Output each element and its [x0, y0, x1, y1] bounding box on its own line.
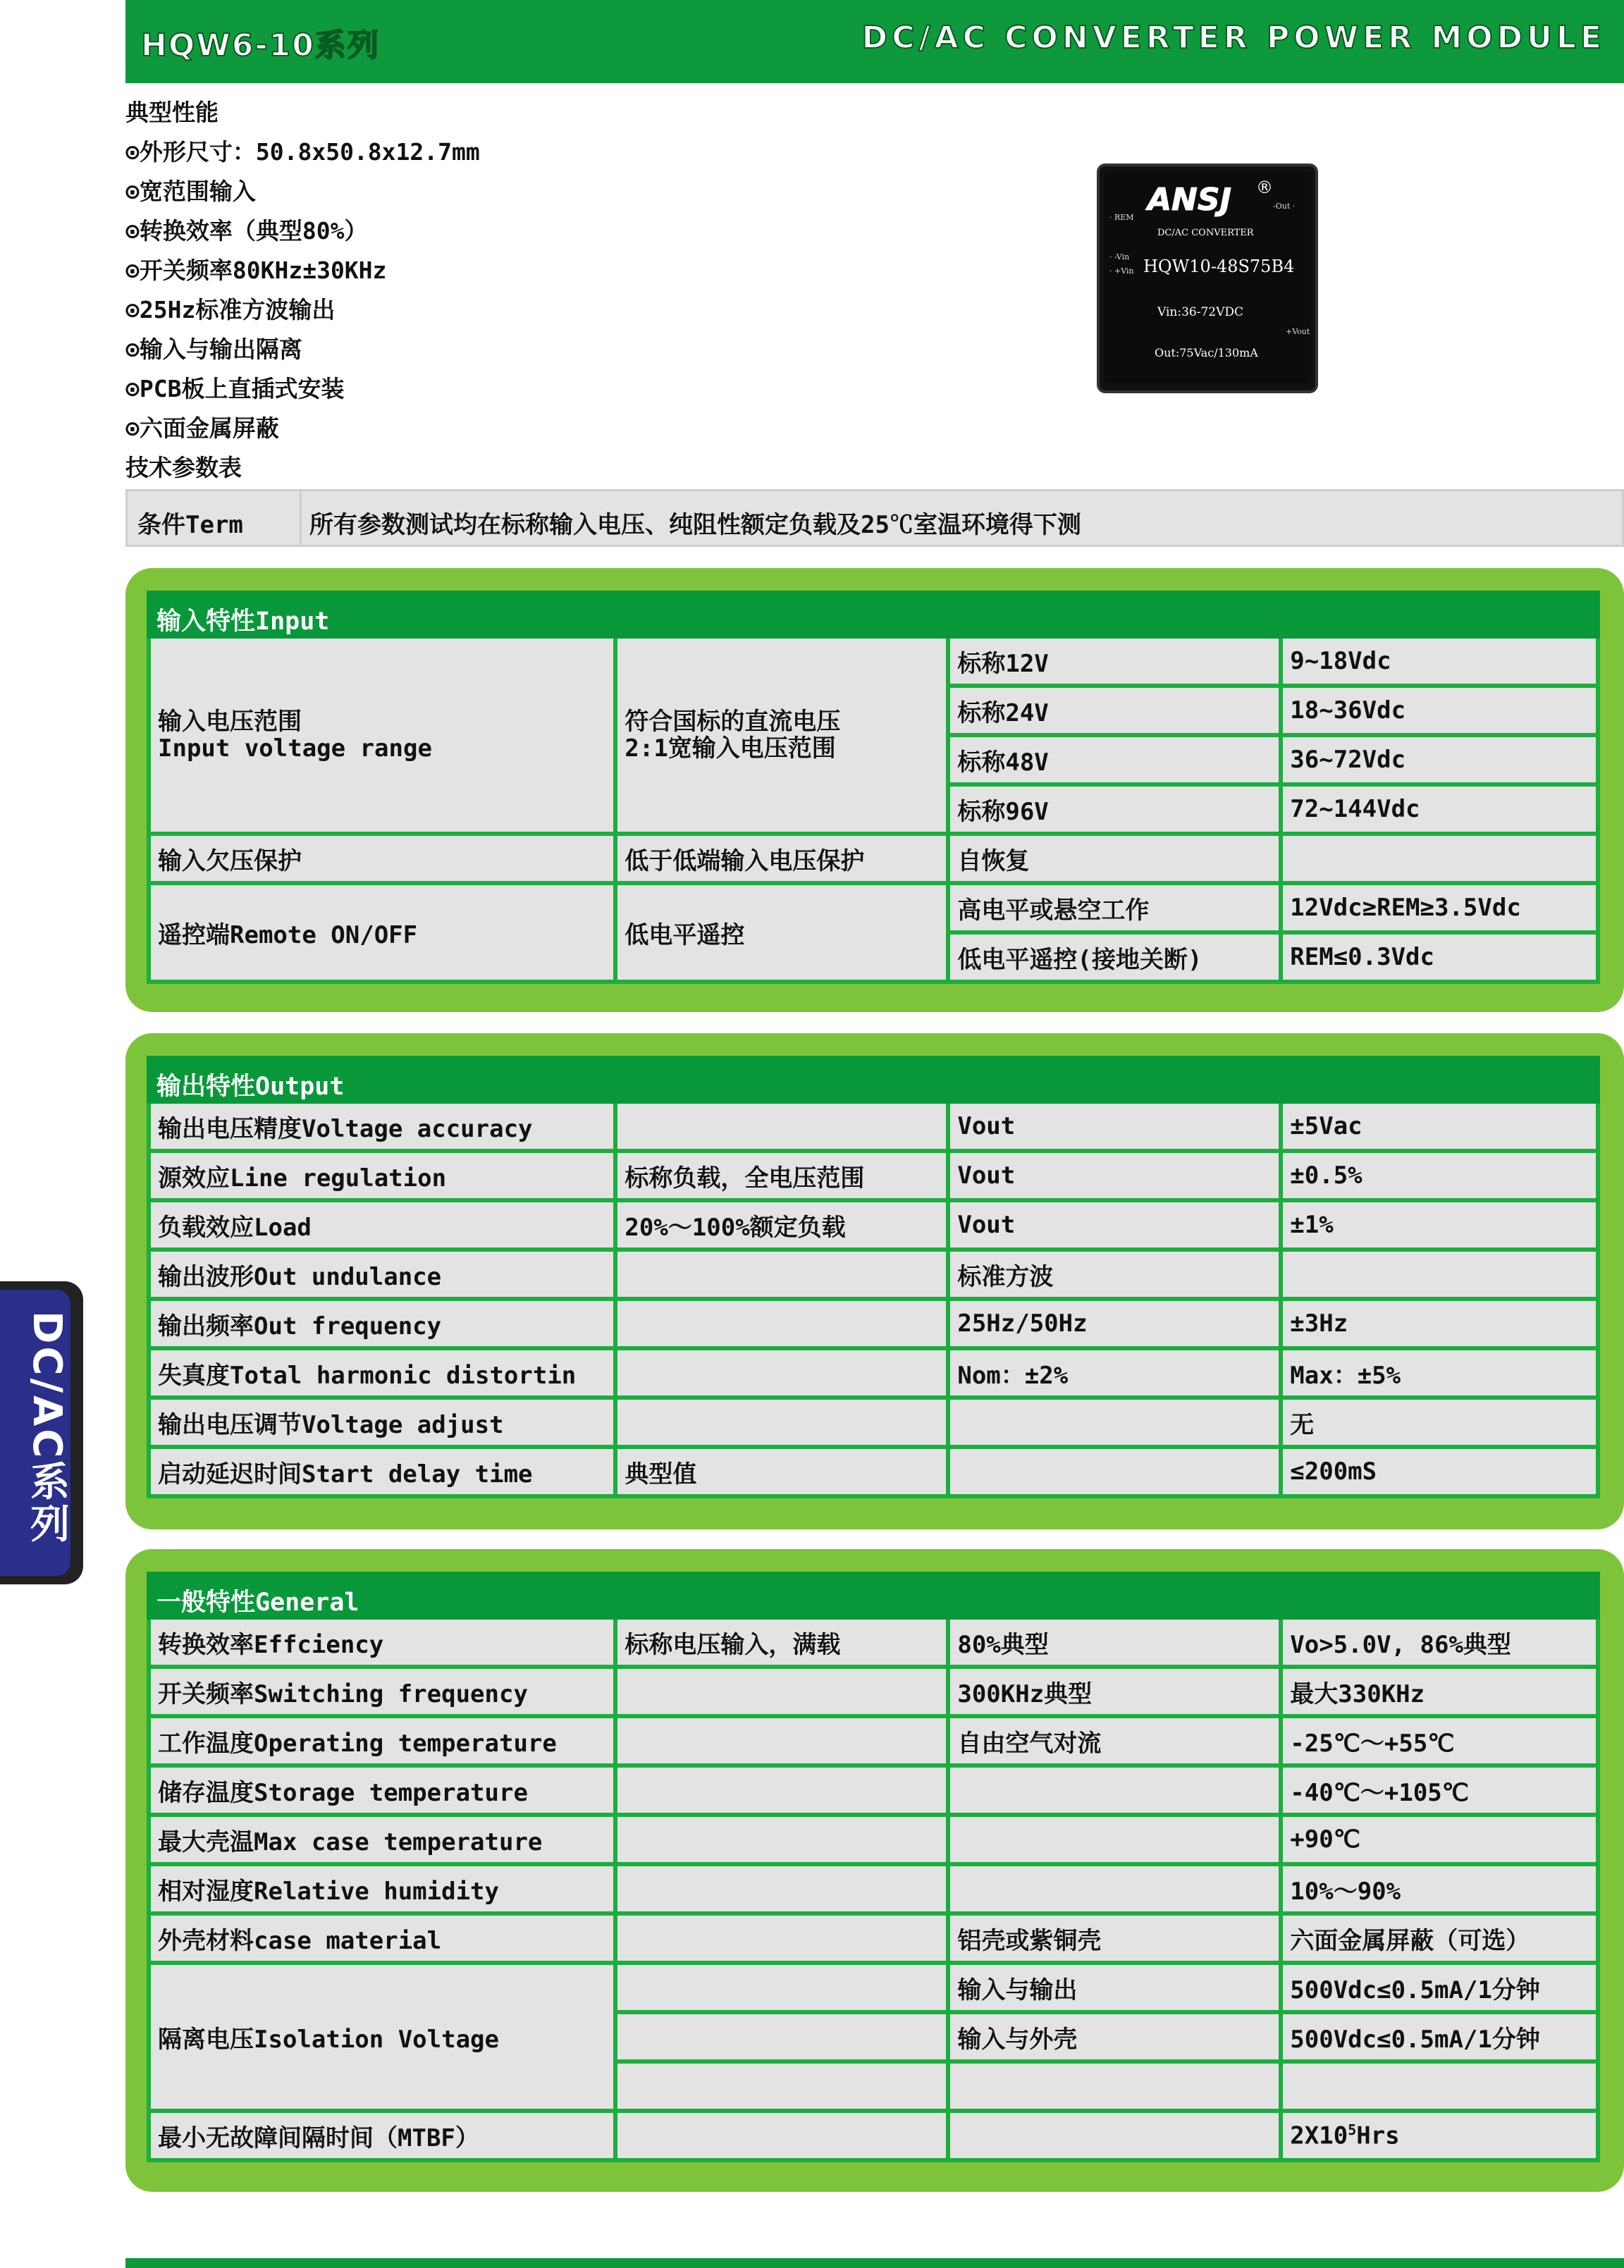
product-out: Out:75Vac/130mA	[1155, 346, 1258, 359]
table-cell	[617, 1768, 946, 1813]
table-cell	[950, 1400, 1279, 1445]
table-cell	[950, 2113, 1279, 2158]
table-cell: 相对湿度Relative humidity	[151, 1866, 613, 1911]
table-cell: +90℃	[1283, 1817, 1596, 1862]
table-cell: 开关频率Switching frequency	[151, 1669, 613, 1714]
side-tab-inner	[0, 1290, 70, 1576]
table-cell	[950, 1817, 1279, 1862]
feature-item: ⊙25Hz标准方波输出	[125, 296, 336, 323]
table-cell: 输出电压精度Voltage accuracy	[151, 1104, 613, 1149]
table-heading: 技术参数表	[125, 454, 242, 481]
table-cell: 启动延迟时间Start delay time	[151, 1449, 613, 1494]
table-cell: 500Vdc≤0.5mA/1分钟	[1283, 1965, 1596, 2010]
table-cell: 20%～100%额定负载	[617, 1202, 946, 1247]
table-cell: 工作温度Operating temperature	[151, 1718, 613, 1763]
table-row	[151, 1252, 1596, 1297]
table-cell	[1283, 2064, 1596, 2109]
table-cell	[950, 1449, 1279, 1494]
table-cell: 输入与外壳	[950, 2014, 1279, 2059]
table-row	[151, 639, 1596, 684]
table-cell: 遥控端Remote ON/OFF	[151, 885, 613, 980]
product-model: HQW10-48S75B4	[1143, 257, 1295, 276]
table-cell: 标称48V	[950, 737, 1279, 782]
output-panel	[125, 1033, 1624, 1529]
table-cell	[617, 1252, 946, 1297]
table-cell	[617, 1965, 946, 2010]
mtbf-unit: Hrs	[1356, 2121, 1400, 2150]
feature-item: ⊙开关频率80KHz±30KHz	[125, 257, 387, 284]
table-cell: -25℃～+55℃	[1283, 1718, 1596, 1763]
table-cell	[617, 1669, 946, 1714]
general-table	[147, 1615, 1600, 2162]
table-row	[151, 1916, 1596, 1961]
table-row	[151, 1768, 1596, 1813]
table-row	[151, 2113, 1596, 2158]
pin-out-minus: -Out ·	[1273, 202, 1296, 211]
table-cell: 9~18Vdc	[1283, 639, 1596, 684]
table-cell: 12Vdc≥REM≥3.5Vdc	[1283, 885, 1596, 930]
cell-text: Input voltage range	[158, 734, 432, 763]
feature-item: ⊙PCB板上直插式安装	[125, 375, 345, 402]
table-cell: ±1%	[1283, 1202, 1596, 1247]
table-cell: 最小无故障间隔时间（MTBF）	[151, 2113, 613, 2158]
table-cell: 六面金属屏蔽（可选）	[1283, 1916, 1596, 1961]
cell-text: 符合国标的直流电压	[625, 708, 841, 736]
product-brand: ANSJ	[1148, 182, 1231, 218]
table-cell: 18~36Vdc	[1283, 688, 1596, 733]
table-cell	[617, 2064, 946, 2109]
table-cell	[617, 639, 946, 832]
table-cell	[950, 2064, 1279, 2109]
table-cell: 标准方波	[950, 1252, 1279, 1297]
table-cell	[1283, 2113, 1596, 2158]
table-cell	[151, 639, 613, 832]
pin-out-plus: +Vout	[1286, 327, 1310, 336]
table-cell: Vout	[950, 1104, 1279, 1149]
pin-rem: · REM	[1109, 213, 1134, 222]
table-cell: 低电平遥控	[617, 885, 946, 980]
product-type: DC/AC CONVERTER	[1157, 228, 1254, 238]
features-list	[125, 93, 1042, 488]
table-cell: 无	[1283, 1400, 1596, 1445]
table-cell: 失真度Total harmonic distortin	[151, 1350, 613, 1395]
table-cell	[617, 1350, 946, 1395]
table-cell	[617, 1916, 946, 1961]
table-row	[151, 1620, 1596, 1665]
table-cell: 80%典型	[950, 1620, 1279, 1665]
table-row	[151, 836, 1596, 881]
series-title: HQW6-10系列	[141, 27, 380, 63]
side-tab-label: DC/AC系列	[24, 1311, 70, 1546]
table-cell: REM≤0.3Vdc	[1283, 935, 1596, 980]
general-panel-inner	[147, 1572, 1600, 2162]
table-cell	[617, 2113, 946, 2158]
table-row	[151, 1718, 1596, 1763]
table-cell: 铝壳或紫铜壳	[950, 1916, 1279, 1961]
table-cell: 25Hz/50Hz	[950, 1301, 1279, 1346]
table-cell: 自恢复	[950, 836, 1279, 881]
table-cell: 负载效应Load	[151, 1202, 613, 1247]
output-panel-title: 输出特性Output	[147, 1056, 1600, 1104]
table-row	[151, 1965, 1596, 2010]
table-cell: ±0.5%	[1283, 1153, 1596, 1198]
output-panel-inner	[147, 1056, 1600, 1498]
header-subtitle: DC/AC CONVERTER POWER MODULE	[861, 20, 1606, 56]
table-row	[151, 1153, 1596, 1198]
table-cell: -40℃～+105℃	[1283, 1768, 1596, 1813]
table-cell: 500Vdc≤0.5mA/1分钟	[1283, 2014, 1596, 2059]
input-table	[147, 634, 1600, 984]
table-cell: 典型值	[617, 1449, 946, 1494]
table-cell: 源效应Line regulation	[151, 1153, 613, 1198]
table-cell: 输出电压调节Voltage adjust	[151, 1400, 613, 1445]
feature-item: ⊙六面金属屏蔽	[125, 414, 279, 442]
table-cell: 输入欠压保护	[151, 836, 613, 881]
condition-divider	[300, 491, 302, 545]
table-cell: Vo>5.0V, 86%典型	[1283, 1620, 1596, 1665]
table-cell: 外壳材料case material	[151, 1916, 613, 1961]
table-cell: 输出波形Out undulance	[151, 1252, 613, 1297]
mtbf-value: 2X10	[1290, 2121, 1348, 2150]
table-cell: 标称负载，全电压范围	[617, 1153, 946, 1198]
table-row	[151, 885, 1596, 930]
table-cell: 最大壳温Max case temperature	[151, 1817, 613, 1862]
table-cell: 标称12V	[950, 639, 1279, 684]
table-cell: 自由空气对流	[950, 1718, 1279, 1763]
table-cell: 输出频率Out frequency	[151, 1301, 613, 1346]
condition-text: 所有参数测试均在标称输入电压、纯阻性额定负载及25℃室温环境得下测	[309, 511, 1081, 539]
cell-text: 输入电压范围	[158, 708, 302, 736]
pin-vin-minus: · -Vin	[1109, 252, 1130, 261]
general-panel-title: 一般特性General	[147, 1572, 1600, 1620]
product-reg: ®	[1256, 178, 1273, 197]
feature-item: ⊙宽范围输入	[125, 178, 256, 205]
feature-item: ⊙外形尺寸：50.8x50.8x12.7mm	[125, 138, 480, 166]
table-cell	[617, 2014, 946, 2059]
table-cell: ±5Vac	[1283, 1104, 1596, 1149]
input-panel	[125, 568, 1624, 1012]
cell-text: 2:1宽输入电压范围	[625, 734, 836, 763]
table-row	[151, 1350, 1596, 1395]
condition-label: 条件Term	[137, 511, 243, 539]
table-cell: ±3Hz	[1283, 1301, 1596, 1346]
table-cell: 低电平遥控(接地关断)	[950, 935, 1279, 980]
table-row	[151, 1449, 1596, 1494]
input-panel-inner	[147, 591, 1600, 984]
table-cell: 标称电压输入，满载	[617, 1620, 946, 1665]
table-cell	[1283, 1252, 1596, 1297]
table-cell: 72~144Vdc	[1283, 787, 1596, 832]
table-row	[151, 1817, 1596, 1862]
features-heading: 典型性能	[125, 99, 219, 126]
table-cell: 低于低端输入电压保护	[617, 836, 946, 881]
table-cell: Vout	[950, 1202, 1279, 1247]
output-table	[147, 1099, 1600, 1498]
table-cell: ≤200mS	[1283, 1449, 1596, 1494]
table-cell: 标称96V	[950, 787, 1279, 832]
table-cell: Vout	[950, 1153, 1279, 1198]
table-cell: 最大330KHz	[1283, 1669, 1596, 1714]
page-header	[125, 0, 1624, 83]
feature-item: ⊙输入与输出隔离	[125, 335, 302, 363]
table-cell	[617, 1104, 946, 1149]
footer-bar	[125, 2258, 1624, 2268]
condition-row	[125, 489, 1624, 547]
table-cell: 300KHz典型	[950, 1669, 1279, 1714]
pin-vin-plus: · +Vin	[1109, 266, 1134, 276]
table-cell	[617, 1817, 946, 1862]
general-panel	[125, 1549, 1624, 2192]
table-cell: 标称24V	[950, 688, 1279, 733]
product-vin: Vin:36-72VDC	[1157, 305, 1244, 319]
table-cell: 高电平或悬空工作	[950, 885, 1279, 930]
table-row	[151, 1202, 1596, 1247]
table-cell	[950, 1866, 1279, 1911]
table-cell: 36~72Vdc	[1283, 737, 1596, 782]
table-cell: 储存温度Storage temperature	[151, 1768, 613, 1813]
table-cell: 输入与输出	[950, 1965, 1279, 2010]
table-row	[151, 1866, 1596, 1911]
table-row	[151, 1104, 1596, 1149]
table-cell	[617, 1866, 946, 1911]
table-cell: 10%～90%	[1283, 1866, 1596, 1911]
table-cell: Max：±5%	[1283, 1350, 1596, 1395]
feature-item: ⊙转换效率（典型80%）	[125, 217, 368, 245]
table-row	[151, 1400, 1596, 1445]
table-row	[151, 1669, 1596, 1714]
table-cell	[617, 1718, 946, 1763]
product-image	[1091, 162, 1324, 395]
table-cell: Nom：±2%	[950, 1350, 1279, 1395]
table-cell	[617, 1301, 946, 1346]
mtbf-exponent: 5	[1348, 2121, 1357, 2138]
table-cell	[1283, 836, 1596, 881]
table-cell: 隔离电压Isolation Voltage	[151, 1965, 613, 2109]
table-cell: 转换效率Effciency	[151, 1620, 613, 1665]
table-cell	[950, 1768, 1279, 1813]
table-cell	[617, 1400, 946, 1445]
side-tab	[0, 1281, 83, 1584]
input-panel-title: 输入特性Input	[147, 591, 1600, 639]
table-row	[151, 1301, 1596, 1346]
